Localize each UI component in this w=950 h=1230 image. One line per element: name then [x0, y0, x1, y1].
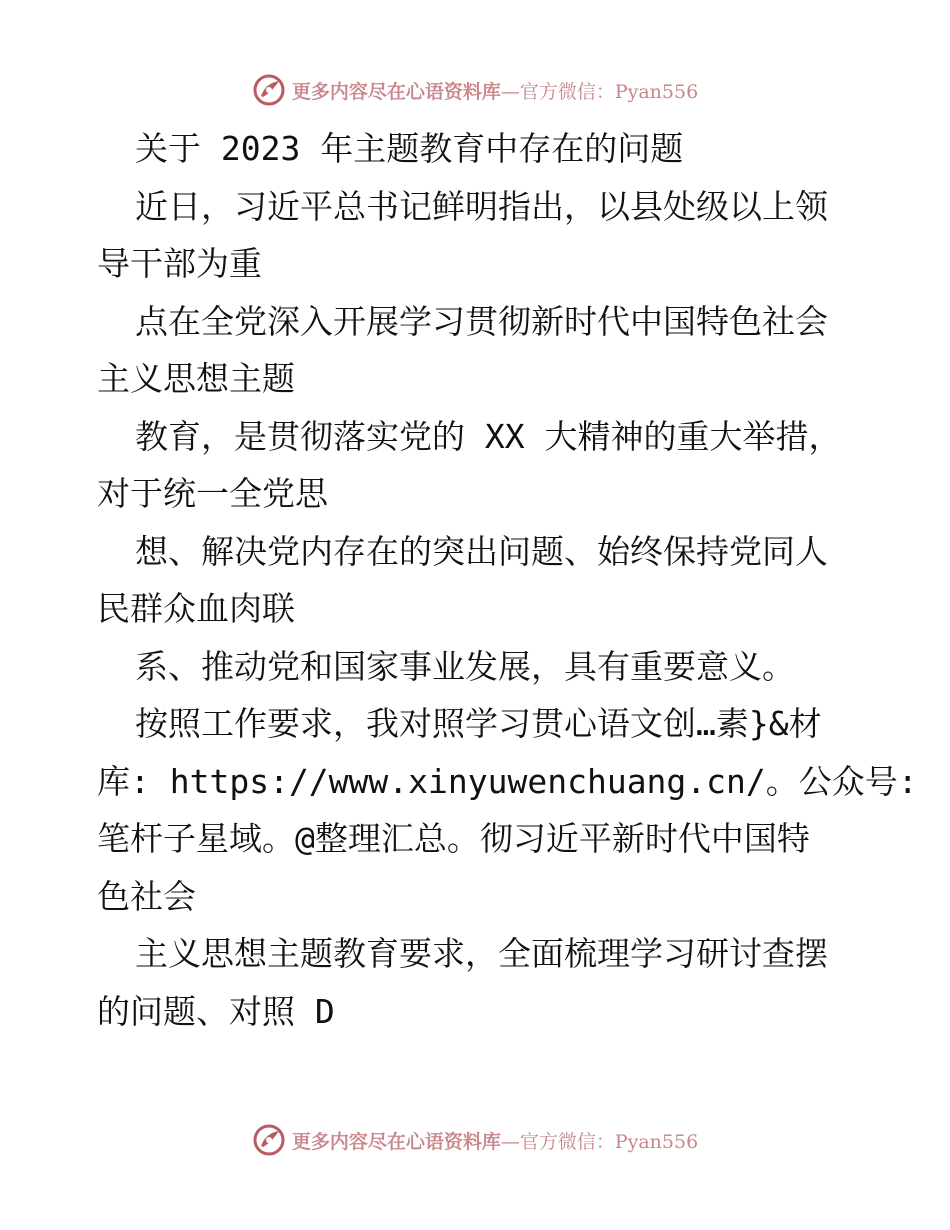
footer-banner-text: [292, 1127, 698, 1154]
brand-logo-icon: [252, 73, 286, 107]
header-banner-rest: —官方微信：Pyan556: [500, 80, 699, 103]
text-line: 想、解决党内存在的突出问题、始终保持党同人: [135, 531, 828, 571]
text-line: 主义思想主题教育要求，全面梳理学习研讨查摆: [135, 934, 828, 973]
text-line: 主义思想主题: [97, 359, 295, 398]
header-banner-text: [292, 77, 698, 104]
document-body: [97, 120, 918, 1040]
brand-logo-icon: [252, 1123, 286, 1157]
text-line: 系、推动党和国家事业发展，具有重要意义。: [135, 646, 795, 686]
text-line: 近日，习近平总书记鲜明指出，以县处级以上领: [135, 186, 828, 226]
footer-banner-rest: —官方微信：Pyan556: [500, 1130, 699, 1153]
text-line: 笔杆子星域。@整理汇总。彻习近平新时代中国特: [97, 819, 810, 858]
document-title: 关于 2023 年主题教育中存在的问题: [135, 129, 684, 168]
text-line: 导干部为重: [97, 244, 262, 283]
text-line: 教育，是贯彻落实党的 XX 大精神的重大举措，: [135, 416, 842, 456]
text-line: 对于统一全党思: [97, 474, 328, 513]
header-banner-bold: 更多内容尽在心语资料库: [291, 80, 501, 103]
footer-watermark-banner: [0, 1120, 950, 1160]
text-line: 点在全党深入开展学习贯彻新时代中国特色社会: [135, 301, 828, 341]
header-watermark-banner: [0, 70, 950, 110]
text-line: 库: https://www.xinyuwenchuang.cn/。公众号:: [97, 761, 918, 801]
footer-banner-bold: 更多内容尽在心语资料库: [291, 1130, 501, 1153]
text-line: 的问题、对照 D: [97, 991, 335, 1031]
text-line: 色社会: [97, 876, 196, 916]
text-line: 民群众血肉联: [97, 589, 295, 628]
text-line: 按照工作要求，我对照学习贯心语文创…素}&材: [135, 704, 822, 743]
